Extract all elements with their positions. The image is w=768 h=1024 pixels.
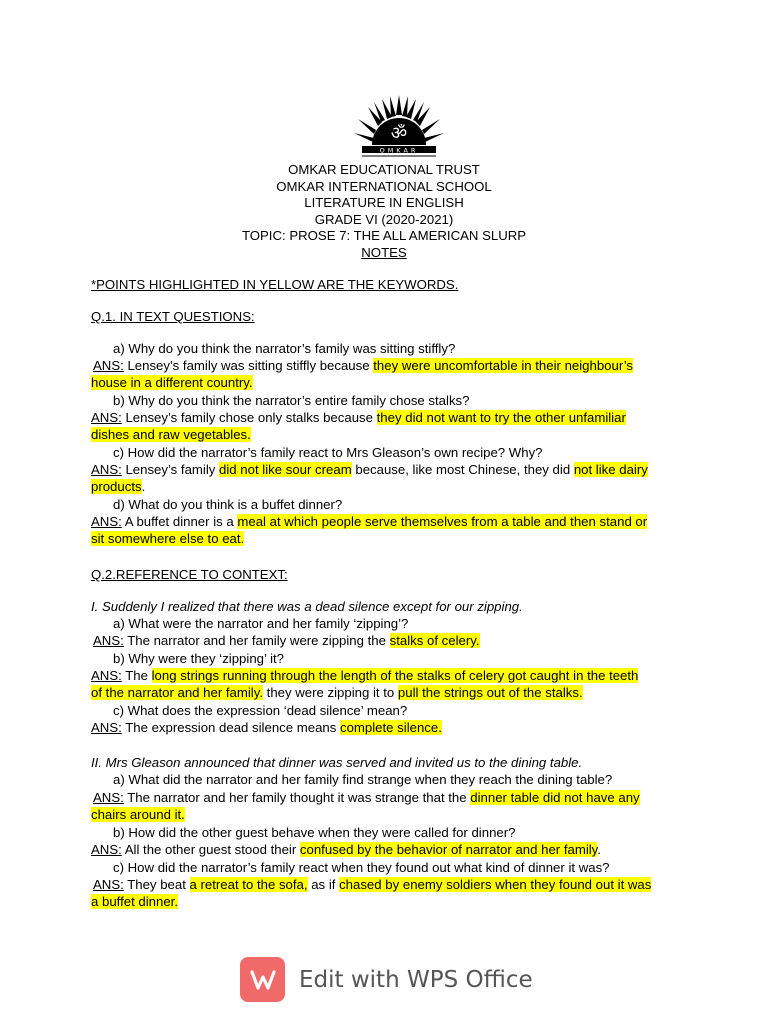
q1-heading: Q.1. IN TEXT QUESTIONS: bbox=[91, 309, 255, 324]
q1-answer-c: ANS: Lensey’s family did not like sour cream because, like most Chinese, they did not like dairy bbox=[91, 462, 648, 477]
q2-i-question-b: b) Why were they ‘zipping’ it? bbox=[113, 651, 285, 666]
document-header bbox=[0, 162, 768, 261]
q1-answer-a-cont: house in a different country. bbox=[91, 375, 253, 390]
q2-i-answer-c: ANS: The expression dead silence means complete silence. bbox=[91, 720, 442, 735]
q1-answer-b-cont: dishes and raw vegetables. bbox=[91, 427, 251, 442]
svg-text:OMKAR: OMKAR bbox=[379, 146, 419, 155]
q2-i-question-a: a) What were the narrator and her family ‘zipping’? bbox=[113, 616, 409, 631]
notes-label: NOTES bbox=[361, 244, 407, 260]
q2-ii-answer-a: ANS: The narrator and her family thought it was strange that the dinner table did not have any bbox=[93, 790, 640, 805]
q2-i-answer-a: ANS: The narrator and her family were zipping the stalks of celery. bbox=[93, 633, 480, 648]
edit-with-wps-button[interactable] bbox=[240, 957, 533, 1002]
q2-ii-question-a: a) What did the narrator and her family find strange when they reach the dining table? bbox=[113, 772, 613, 787]
q2-ii-answer-b: ANS: All the other guest stood their confused by the behavior of narrator and her family. bbox=[91, 842, 601, 857]
q1-answer-d: ANS: A buffet dinner is a meal at which people serve themselves from a table and then stand or bbox=[91, 514, 648, 529]
q2-quote-ii: II. Mrs Gleason announced that dinner was served and invited us to the dining table. bbox=[91, 755, 583, 770]
wps-label: Edit with WPS Office bbox=[299, 966, 533, 993]
grade-line: GRADE VI (2020-2021) bbox=[314, 211, 454, 227]
subject-title: LITERATURE IN ENGLISH bbox=[304, 195, 464, 210]
q1-question-b: b) Why do you think the narrator’s entire family chose stalks? bbox=[113, 393, 470, 408]
school-name: OMKAR INTERNATIONAL SCHOOL bbox=[276, 178, 492, 194]
q1-answer-c-cont: products. bbox=[91, 479, 146, 494]
q1-answer-d-cont: sit somewhere else to eat. bbox=[91, 531, 245, 546]
q2-ii-answer-c-cont: a buffet dinner. bbox=[91, 894, 179, 909]
omkar-logo-icon bbox=[352, 93, 446, 157]
svg-text:ॐ: ॐ bbox=[390, 123, 408, 144]
q2-i-answer-b: ANS: The long strings running through the length of the stalks of celery got caught in the teeth bbox=[91, 668, 639, 683]
q1-question-d: d) What do you think is a buffet dinner? bbox=[113, 497, 343, 512]
q2-ii-question-b: b) How did the other guest behave when they were called for dinner? bbox=[113, 825, 516, 840]
keyword-note: *POINTS HIGHLIGHTED IN YELLOW ARE THE KEYWORDS. bbox=[91, 277, 459, 292]
q2-ii-question-c: c) How did the narrator’s family react when they found out what kind of dinner it was? bbox=[113, 860, 610, 875]
q1-question-c: c) How did the narrator’s family react to Mrs Gleason’s own recipe? Why? bbox=[113, 445, 543, 460]
q2-ii-answer-a-cont: chairs around it. bbox=[91, 807, 185, 822]
q2-i-answer-b-cont: of the narrator and her family. they were zipping it to pull the strings out of the stalks. bbox=[91, 685, 583, 700]
wps-logo-icon bbox=[240, 957, 285, 1002]
q2-heading: Q.2.REFERENCE TO CONTEXT: bbox=[91, 567, 288, 582]
q2-quote-i: I. Suddenly I realized that there was a dead silence except for our zipping. bbox=[91, 599, 523, 614]
q2-i-question-c: c) What does the expression ‘dead silence’ mean? bbox=[113, 703, 408, 718]
q1-answer-b: ANS: Lensey’s family chose only stalks because they did not want to try the other unfamiliar bbox=[91, 410, 626, 425]
q1-question-a: a) Why do you think the narrator’s family was sitting stiffly? bbox=[113, 341, 456, 356]
q2-ii-answer-c: ANS: They beat a retreat to the sofa, as if chased by enemy soldiers when they found out it was bbox=[93, 877, 652, 892]
q1-answer-a: ANS: Lensey’s family was sitting stiffly because they were uncomfortable in their neighbour’s bbox=[93, 358, 634, 373]
trust-name: OMKAR EDUCATIONAL TRUST bbox=[288, 162, 480, 177]
topic-line: TOPIC: PROSE 7: THE ALL AMERICAN SLURP bbox=[241, 228, 527, 243]
